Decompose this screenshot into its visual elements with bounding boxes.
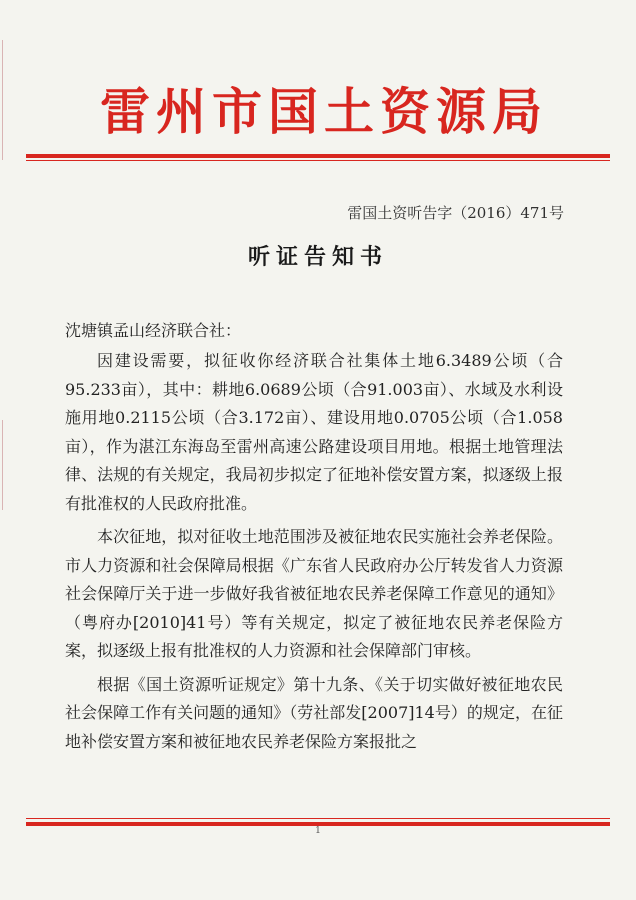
paragraph-1: 因建设需要，拟征收你经济联合社集体土地6.3489公顷（合95.233亩），其中：耕地6.0689公顷（合91.003亩）、水域及水利设施用地0.2115公顷（合3.172亩）、建设用地0.0705公顷（合1.058亩），作为湛江东海岛至雷州高速公路建设项目用地。根据土地管理法律、法规的有关规定，我局初步拟定了征地补偿安置方案，拟逐级上报有批准权的人民政府批准。 bbox=[65, 351, 563, 513]
red-rule-thin bbox=[26, 160, 610, 161]
red-rule-thick bbox=[26, 154, 610, 158]
scan-edge-mark bbox=[2, 40, 3, 160]
page-number: 1 bbox=[315, 826, 321, 836]
paragraph-2: 本次征地，拟对征收土地范围涉及被征地农民实施社会养老保险。市人力资源和社会保障局根据《广东省人民政府办公厅转发省人力资源社会保障厅关于进一步做好我省被征地农民养老保障工作意见的通知》（粤府办[2010]41号）等有关规定，拟定了被征地农民养老保险方案，拟逐级上报有批准权的人力资源和社会保障部门审核。 bbox=[65, 527, 563, 660]
scan-edge-mark bbox=[2, 420, 3, 510]
agency-header: 雷州市国土资源局 bbox=[100, 82, 548, 141]
paragraph-3: 根据《国土资源听证规定》第十九条、《关于切实做好被征地农民社会保障工作有关问题的通知》（劳社部发[2007]14号）的规定，在征地补偿安置方案和被征地农民养老保险方案报批之 bbox=[65, 674, 563, 751]
salutation: 沈塘镇孟山经济联合社： bbox=[65, 321, 242, 340]
footer-rule-thin bbox=[26, 818, 610, 819]
document-body bbox=[65, 347, 563, 761]
document-title: 听证告知书 bbox=[247, 244, 388, 270]
document-number: 雷国土资听告字（2016）471号 bbox=[347, 204, 564, 222]
